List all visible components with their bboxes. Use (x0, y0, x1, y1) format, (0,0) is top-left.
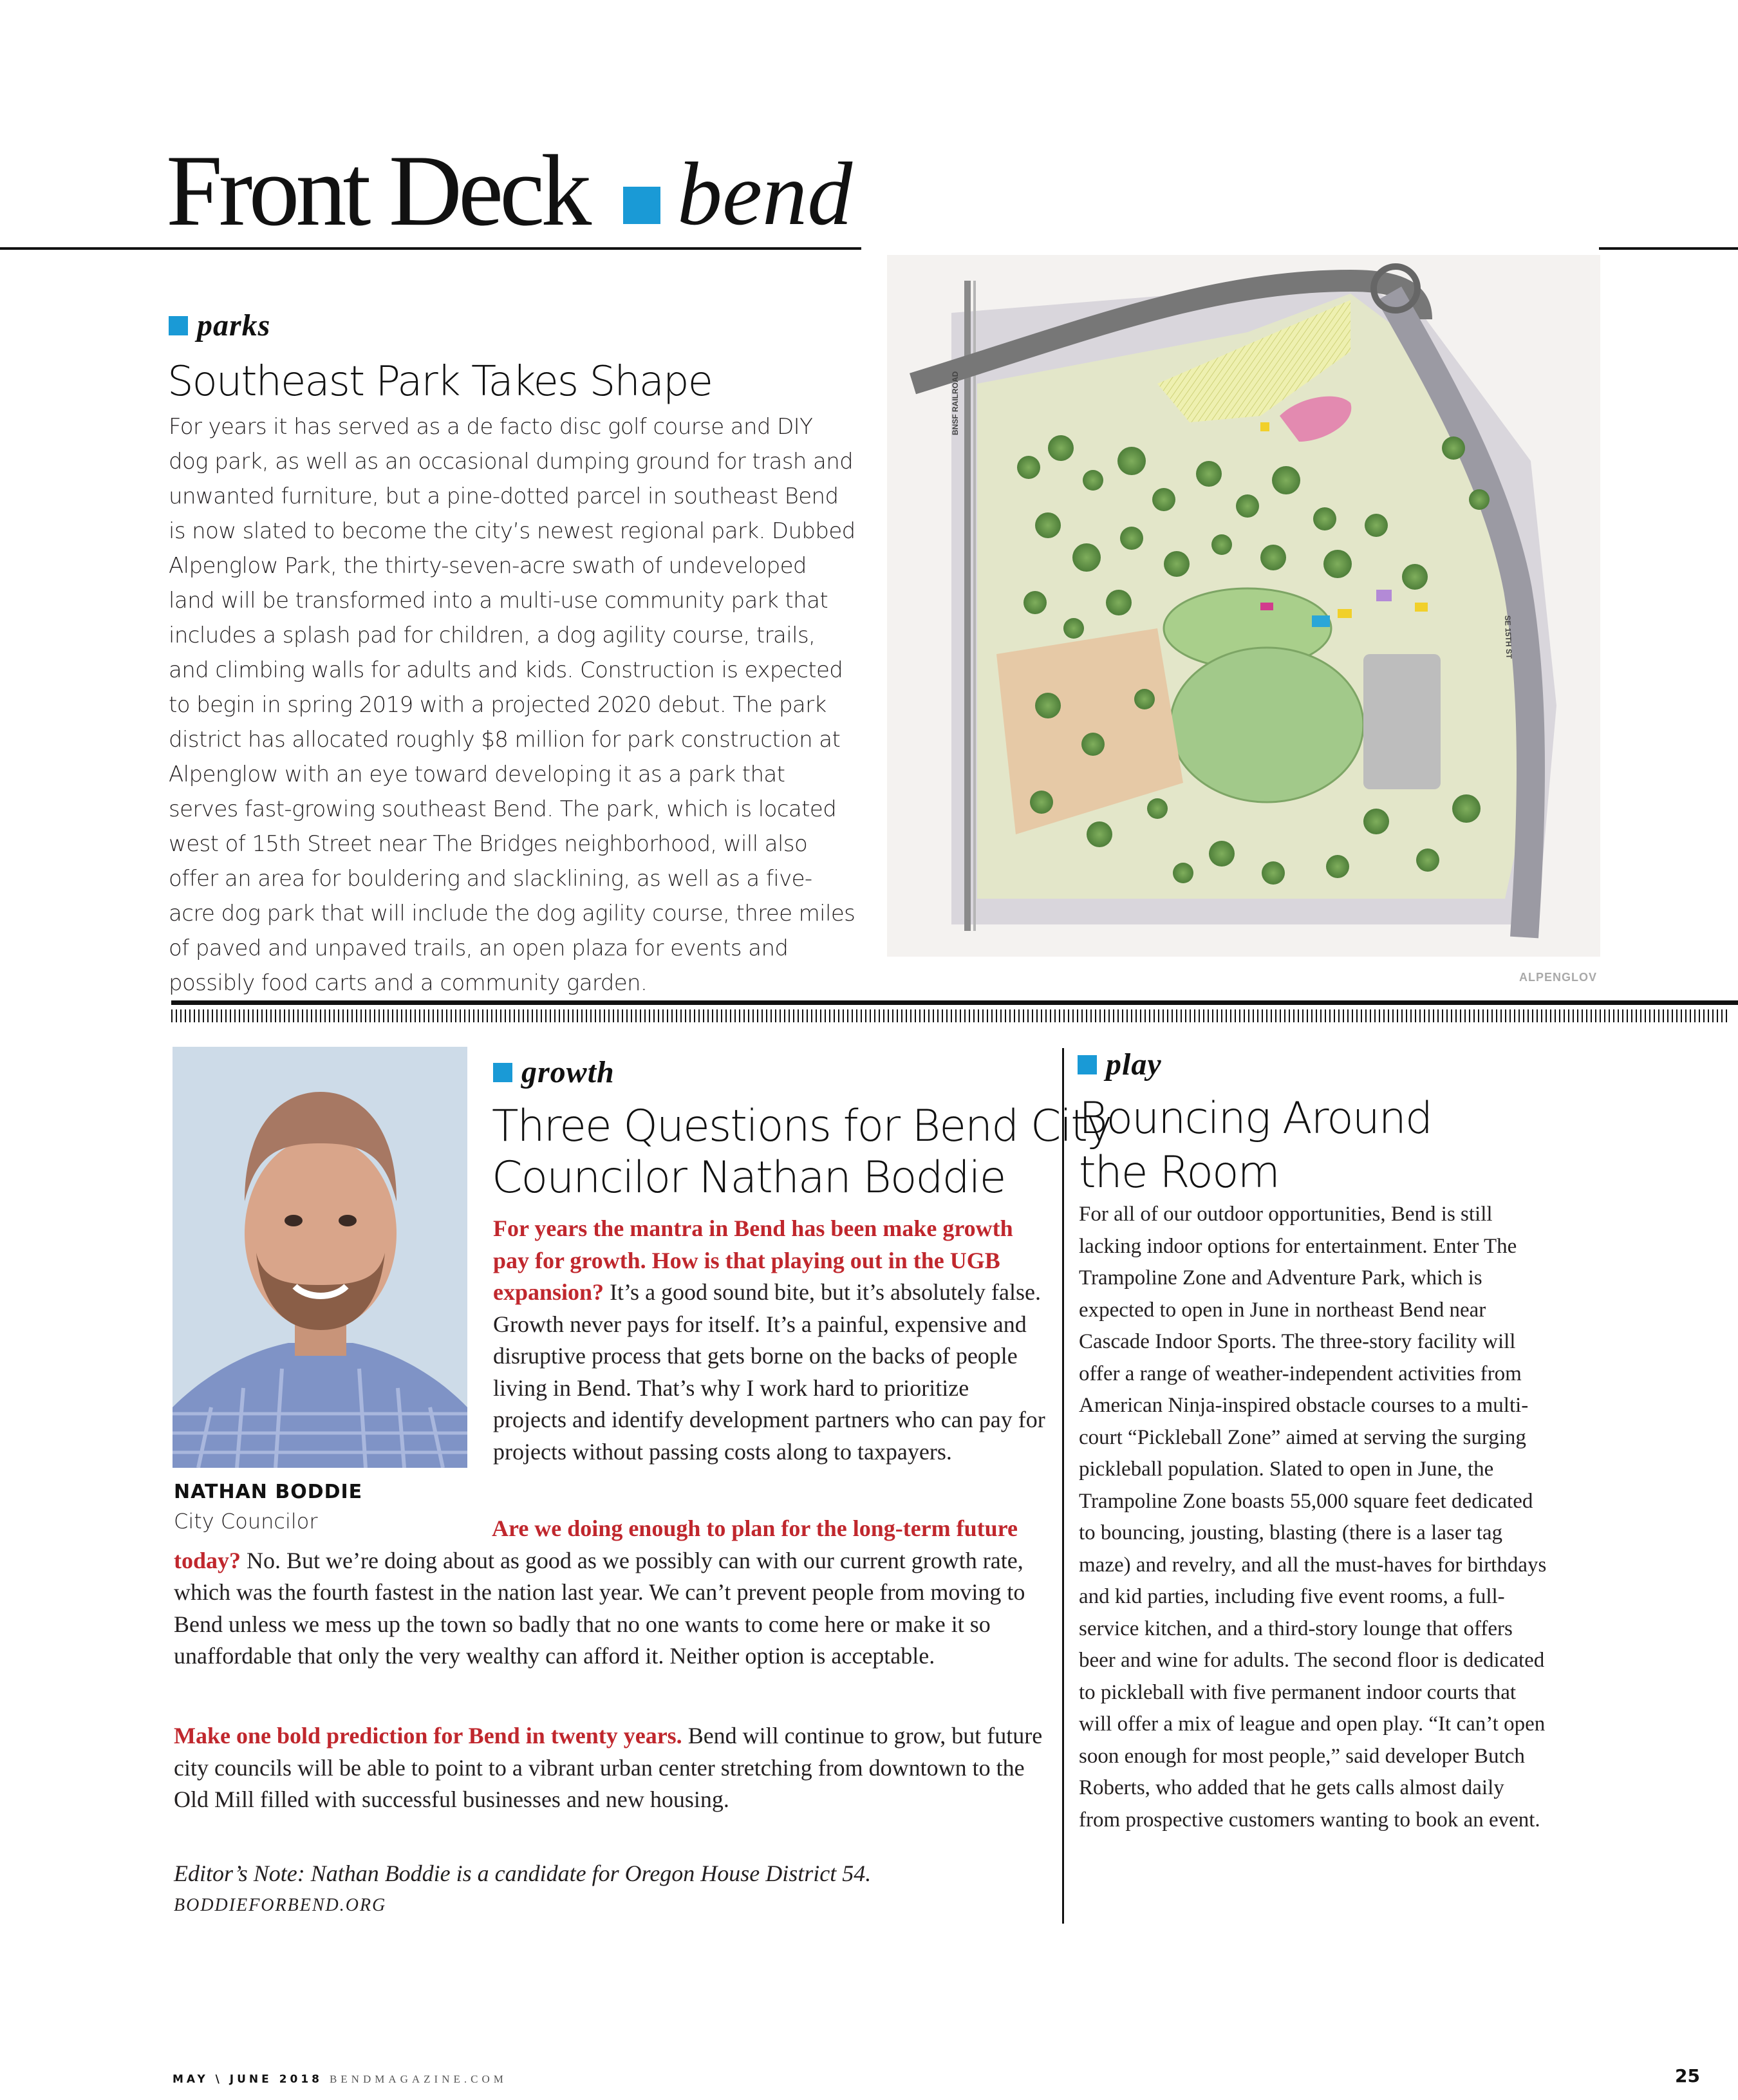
footer-issue: MAY \ JUNE 2018 (173, 2073, 323, 2086)
map-street-label: SE 15TH ST (1503, 615, 1514, 659)
section-tag-label: parks (197, 308, 271, 342)
hatched-divider (171, 1009, 1729, 1022)
section-tag-play (1078, 1047, 1162, 1082)
growth-qa-1 (493, 1213, 1047, 1468)
growth-headline-line1: Three Questions for Bend City (492, 1101, 1112, 1152)
play-headline-line2: the Room (1079, 1147, 1279, 1198)
growth-qa-3 (174, 1720, 1043, 1816)
website-link[interactable]: BODDIEFORBEND.ORG (174, 1895, 387, 1915)
square-bullet-icon (493, 1063, 512, 1082)
nathan-boddie-photo (173, 1047, 467, 1468)
square-bullet-icon (169, 316, 188, 335)
masthead-rule (0, 247, 861, 250)
map-rail-label: BNSF RAILROAD (951, 371, 960, 435)
growth-qa-2 (174, 1513, 1043, 1673)
section-tag-growth (493, 1055, 615, 1090)
footer-folio (173, 2073, 507, 2086)
play-headline (1079, 1092, 1432, 1200)
photo-caption-title: City Councilor (174, 1509, 318, 1533)
footer-site: BENDMAGAZINE.COM (329, 2073, 507, 2085)
section-tag-label: play (1106, 1047, 1162, 1082)
photo-caption-name: NATHAN BODDIE (174, 1481, 363, 1503)
question-2: Are we doing enough to plan for the long-term future today? (174, 1515, 1018, 1573)
growth-headline-line2: Councilor Nathan Boddie (492, 1152, 1005, 1203)
map-caption: ALPENGLOV (1519, 971, 1598, 984)
answer-2: No. But we’re doing about as good as we possibly can with our current growth rate, which was the fourth fastest in the nation last year. We can’t prevent people from moving to Bend unless we mess up the town so badly that no one wants to come here or make it so unaffordable that only the very wealthy can afford it. Neither option is acceptable. (174, 1547, 1025, 1669)
editors-note: Editor’s Note: Nathan Boddie is a candidate for Oregon House District 54. (174, 1861, 872, 1886)
portrait-illustration (173, 1047, 467, 1468)
masthead-rule-right (1599, 247, 1738, 250)
square-bullet-icon (1078, 1055, 1097, 1074)
question-3: Make one bold prediction for Bend in twenty years. (174, 1723, 682, 1748)
growth-headline (492, 1101, 1111, 1204)
page-number: 25 (1675, 2065, 1700, 2086)
masthead-title: Front Deck (166, 135, 588, 247)
site-plan-illustration (887, 255, 1600, 957)
play-headline-line1: Bouncing Around (1079, 1093, 1432, 1144)
park-site-plan-map (887, 255, 1600, 957)
section-tag-label: growth (521, 1055, 615, 1089)
masthead-section: bend (677, 144, 853, 244)
parks-body: For years it has served as a de facto disc golf course and DIY dog park, as well as an occasional dumping ground for trash and unwanted furniture, but a pine-dotted parcel in southeast Bend is now slated to become the city’s newest regional park. Dubbed Alpenglow Park, the thirty-seven-acre swath of undeveloped land will be transformed into a multi-use community park that includes a splash pad for children, a dog agility course, trails, and climbing walls for adults and kids. Construction is expected to begin in spring 2019 with a projected 2020 debut. The park district has allocated roughly $8 million for park construction at Alpenglow with an eye toward developing it as a park that serves fast-growing southeast Bend. The park, which is located west of 15th Street near The Bridges neighborhood, will also offer an area for bouldering and slacklining, as well as a five-acre dog park that will include the dog agility course, three miles of paved and unpaved trails, an open plaza for events and possibly food carts and a community garden. (169, 414, 855, 996)
answer-3: Bend will continue to grow, but future city councils will be able to point to a vibrant urban center stretching from downtown to the Old Mill filled with successful businesses and new housing. (174, 1723, 1043, 1812)
masthead-square-icon (623, 187, 660, 224)
section-tag-parks (169, 308, 270, 343)
parks-headline: Southeast Park Takes Shape (167, 358, 712, 406)
answer-1: It’s a good sound bite, but it’s absolutely false. Growth never pays for itself. It’s a painful, expensive and disruptive process that gets borne on the backs of people living in Bend. That’s why I work hard to prioritize projects and identify development partners who can pay for projects without passing costs along to taxpayers. (493, 1279, 1045, 1465)
question-1: For years the mantra in Bend has been make growth pay for growth. How is that playing out in the UGB expansion? (493, 1215, 1013, 1305)
play-body: For all of our outdoor opportunities, Bend is still lacking indoor options for entertainment. Enter The Trampoline Zone and Adventure Park, which is expected to open in June in northeast Bend near Cascade Indoor Sports. The three-story facility will offer a range of weather-independent activities from American Ninja-inspired obstacle courses to a multi-court “Pickleball Zone” aimed at serving the surging pickleball population. Slated to open in June, the Trampoline Zone boasts 55,000 square feet dedicated to bouncing, jousting, blasting (there is a laser tag maze) and revelry, and all the must-haves for birthdays and kid parties, including five event rooms, a full-service kitchen, and a third-story lounge that offers beer and wine for adults. The second floor is dedicated to pickleball with five permanent indoor courts that will offer a mix of league and open play. “It can’t open soon enough for most people,” said developer Butch Roberts, who added that he gets calls almost daily from prospective customers wanting to book an event. (1079, 1203, 1547, 1832)
section-divider (171, 1000, 1738, 1005)
